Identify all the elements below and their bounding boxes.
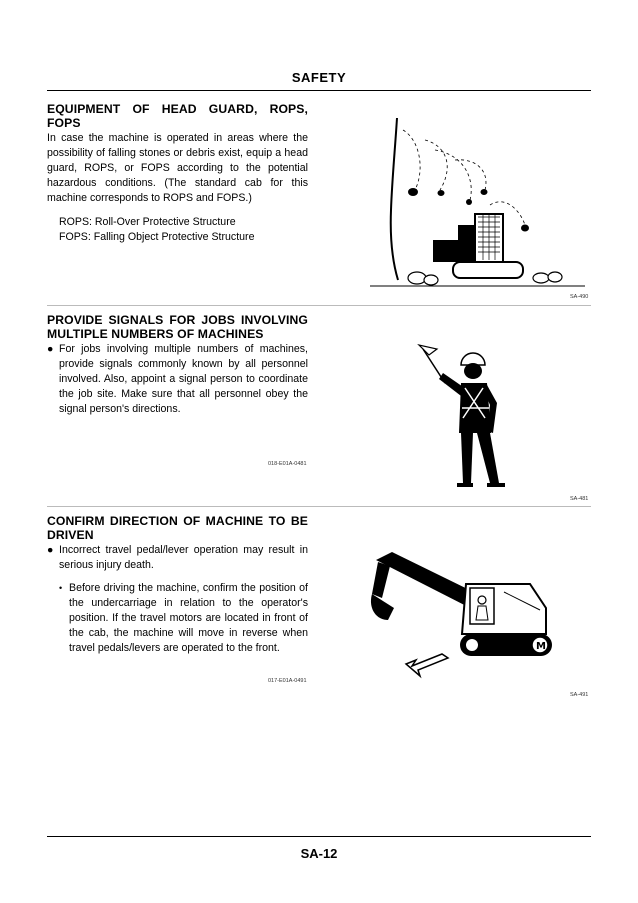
section-divider: [47, 506, 591, 507]
bullet-item: [47, 342, 308, 417]
section-title: EQUIPMENT OF HEAD GUARD, ROPS, FOPS: [47, 102, 308, 130]
figure-code: SA-491: [570, 692, 589, 698]
bullet-text: Incorrect travel pedal/lever operation may result in serious injury death.: [59, 544, 308, 571]
sub-bullet-text: Before driving the machine, confirm the position of the undercarriage in relation to the operator's position. If the travel motors are located in front of the cab, the machine will move in reverse when travel pedals/levers are operated to the front.: [69, 582, 308, 654]
bullet-icon: ●: [47, 544, 54, 556]
text-code: 017-E01A-0491: [268, 678, 307, 684]
section-signals: [47, 314, 308, 417]
falling-debris-illustration: [365, 110, 590, 290]
text-code: 018-E01A-0481: [268, 461, 307, 467]
section-divider: [47, 305, 591, 306]
header-rule: [47, 90, 591, 91]
figure-code: SA-481: [570, 496, 589, 502]
footer-rule: [47, 836, 591, 837]
bullet-item: [47, 543, 308, 573]
travel-motor-label: M: [536, 641, 546, 652]
section-title: PROVIDE SIGNALS FOR JOBS INVOLVING MULTIPLE NUMBERS OF MACHINES: [47, 313, 308, 341]
section-head-guard: [47, 103, 308, 245]
page-number: SA-12: [300, 846, 338, 861]
bullet-icon: ●: [47, 343, 54, 355]
section-body: In case the machine is operated in areas where the possibility of falling stones or debris exist, equip a head guard, ROPS, or FOPS according to the potential hazardous conditions. (The standard cab for this machine corresponds to ROPS and FOPS.): [47, 132, 308, 204]
definition-rops: ROPS: Roll-Over Protective Structure: [59, 216, 236, 228]
signal-person-illustration: [415, 343, 525, 493]
sub-bullet-item: [47, 581, 308, 656]
bullet-text: For jobs involving multiple numbers of machines, provide signals commonly known by all personnel involved. Also, appoint a signal person to coordinate the job site. Make sure that all personnel obey the signal person's directions.: [59, 343, 308, 415]
sub-bullet-icon: •: [59, 583, 63, 593]
definition-fops: FOPS: Falling Object Protective Structure: [59, 231, 255, 243]
section-direction: [47, 515, 308, 656]
figure-code: SA-490: [570, 294, 589, 300]
excavator-travel-illustration: [370, 548, 560, 683]
section-title: CONFIRM DIRECTION OF MACHINE TO BE DRIVEN: [47, 514, 308, 542]
page-header-title: SAFETY: [291, 70, 347, 85]
definitions-list: [47, 215, 308, 245]
